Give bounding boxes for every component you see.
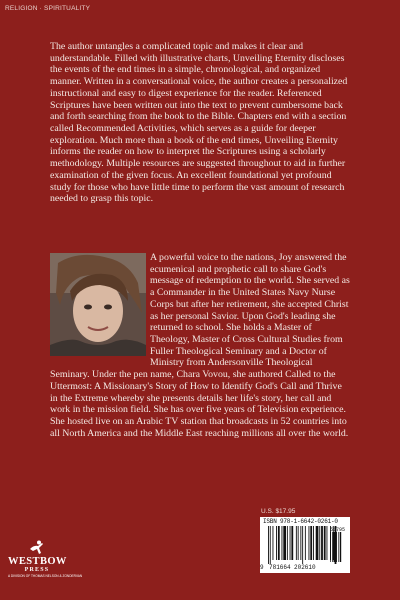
barcode-bar bbox=[298, 526, 299, 560]
author-bio-text: A powerful voice to the nations, Joy answered the ecumenical and prophetic call to share God's message of redemption to the world. She served as a Commander in the United States Navy Nurse Corps but after her retirement, she accepted Christ as her personal Savior. Upon God's leading she returned to school. She holds a Master of Theology, Master of Cross Cultural Studies from Fuller Theological Seminary and a Doctor of Ministry from Andersonville Theological Seminary. Under the pen name, Chara Vovou, she authored Called to the Uttermost: A Missionary's Story of How to Identify God's Call and Thrive in the Extreme whereby she presents details her life's story, her call and work in the mission field. She has over five years of Television experience. She hosted live on an Arabic TV station that broadcasts in 52 countries into all North America and the Middle East reaching millions all over the world. bbox=[50, 252, 350, 439]
barcode-bar bbox=[316, 526, 319, 560]
isbn-number: ISBN 978-1-6642-0261-0 bbox=[263, 518, 338, 525]
barcode-bar bbox=[305, 526, 306, 560]
barcode-bar bbox=[291, 526, 293, 560]
barcode-bar bbox=[319, 526, 320, 560]
barcode-bar bbox=[282, 526, 283, 560]
barcode-bar bbox=[283, 526, 286, 560]
barcode bbox=[260, 517, 350, 573]
barcode-bar bbox=[268, 526, 269, 564]
barcode-bar bbox=[278, 526, 280, 560]
price-barcode-bar bbox=[338, 532, 339, 562]
barcode-bar bbox=[273, 526, 274, 560]
barcode-bar bbox=[287, 526, 288, 560]
barcode-bar bbox=[313, 526, 314, 560]
barcode-bar bbox=[324, 526, 326, 560]
author-bio bbox=[50, 252, 351, 440]
barcode-bar bbox=[310, 526, 312, 560]
barcode-bar bbox=[327, 526, 328, 560]
category-label: RELIGION · SPIRITUALITY bbox=[5, 5, 91, 12]
barcode-digits-left: 781664 bbox=[269, 564, 291, 571]
barcode-bar bbox=[309, 526, 310, 560]
book-description: The author untangles a complicated topic and makes it clear and understandable. Filled with illustrative charts, Unveiling Eternity discloses the events of the end times in a simple, chronological, and organized manner. Written in a conversational voice, the author creates a personalized instructional and easy to digest experience for the reader. Referenced Scriptures have been written out into the text to prevent cumbersome back and forth searching from the book to the Bible. Chapters end with a section called Recommended Activities, which serves as a guide for deeper exploration. Much more than a book of the end times, Unveiling Eternity informs the reader on how to interpret the Scriptures using a scholarly methodology. Multiple resources are suggested throughout to aid in further examination of the given focus. An excellent foundational yet profound study for those who have little time to perform the vast amount of research needed to grasp this topic. bbox=[50, 41, 348, 205]
barcode-digits-right: 202610 bbox=[294, 564, 316, 571]
publisher-tagline: A DIVISION OF THOMAS NELSON & ZONDERVAN bbox=[8, 574, 83, 578]
publisher-name-suffix: PRESS bbox=[24, 567, 50, 573]
price-label: U.S. $17.95 bbox=[261, 508, 296, 515]
barcode-digit-first: 9 bbox=[260, 564, 264, 571]
barcode-bar bbox=[302, 526, 303, 564]
price-code: 51795 bbox=[330, 527, 346, 533]
leaping-figure-icon bbox=[28, 540, 46, 556]
price-barcode-bar bbox=[334, 532, 336, 562]
barcode-bar bbox=[296, 526, 297, 560]
barcode-bar bbox=[276, 526, 277, 560]
publisher-name: WESTBOW bbox=[8, 556, 67, 567]
price-barcode-bar bbox=[330, 532, 331, 562]
barcode-bar bbox=[290, 526, 291, 560]
publisher-logo bbox=[8, 540, 83, 578]
price-barcode-bar bbox=[332, 532, 333, 562]
barcode-bar bbox=[321, 526, 323, 560]
price-barcode-bar bbox=[336, 532, 337, 562]
barcode-bars bbox=[264, 526, 346, 564]
barcode-bar bbox=[300, 526, 301, 560]
barcode-bar bbox=[270, 526, 271, 564]
price-barcode-bar bbox=[340, 532, 341, 562]
